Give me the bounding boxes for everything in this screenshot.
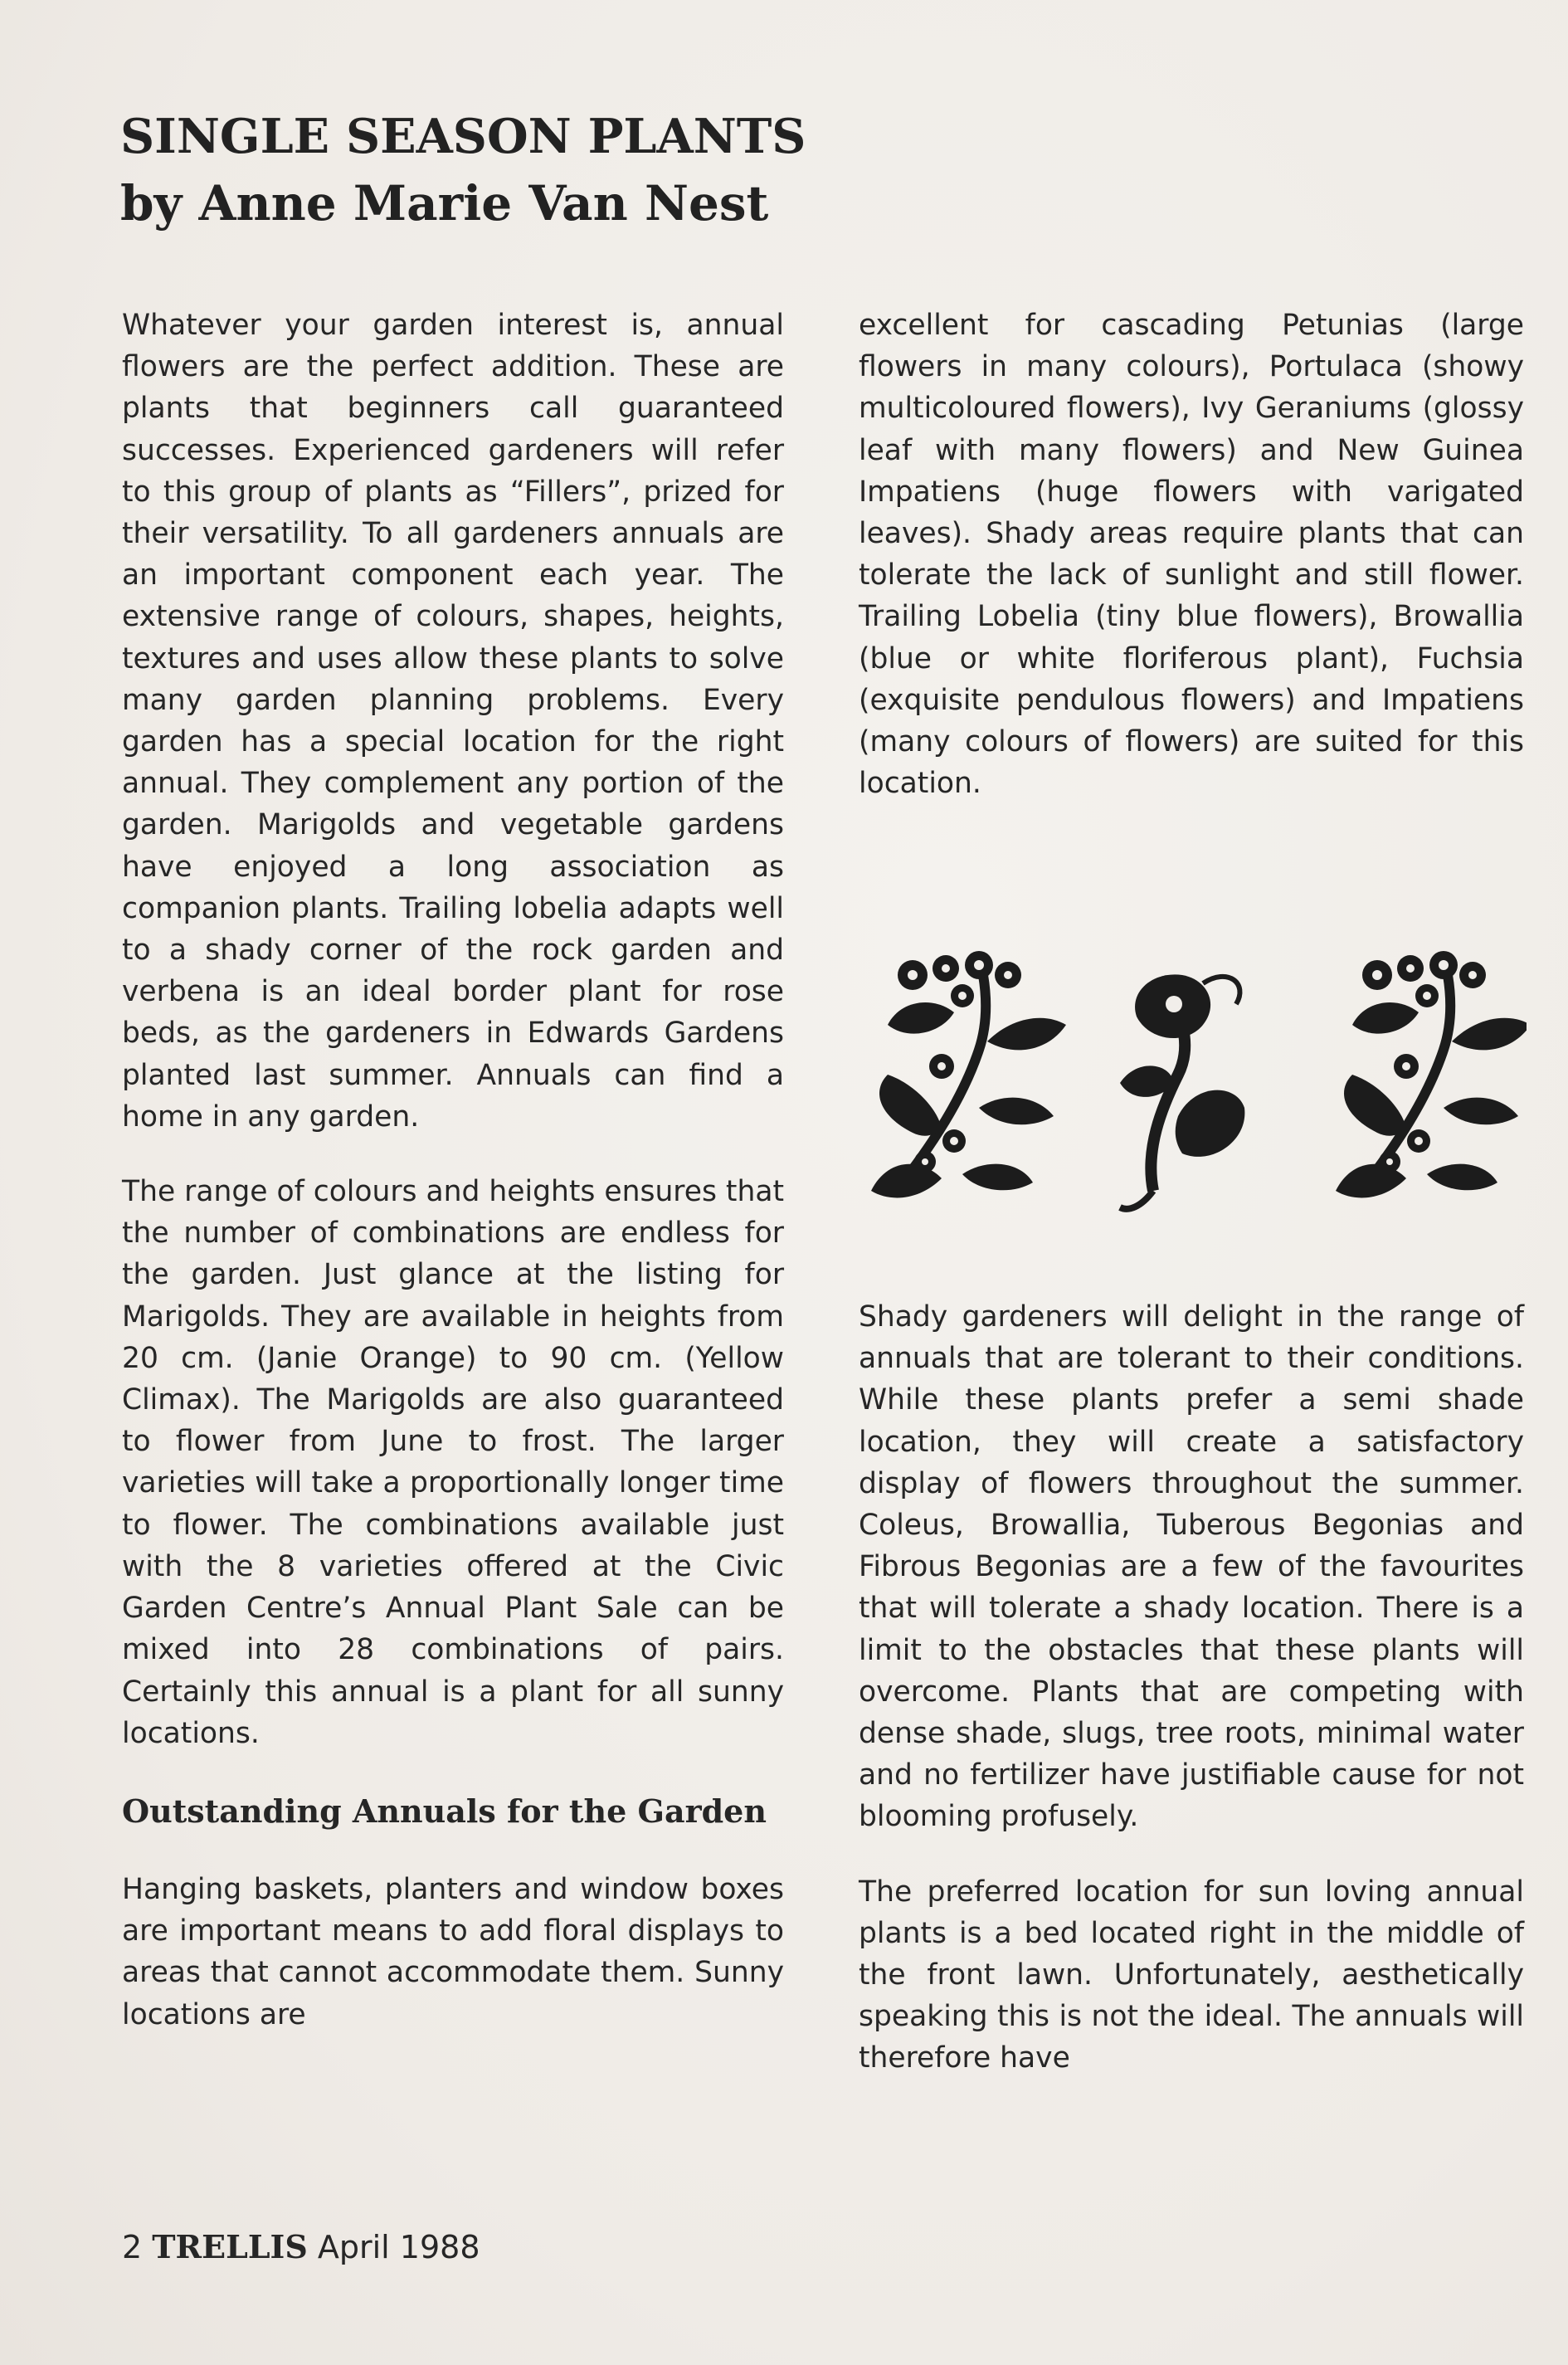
left-flower-spray-icon	[871, 951, 1066, 1197]
left-paragraph-2: The range of colours and heights ensures that the number of combinations are endless for the garden. Just glance at the listing for Marigolds. They are available in heights from 20 cm. (Janie Orange) to 90 cm. (Yellow Climax). The Marigolds are also guaranteed to flower from June to frost. The larger varieties will take a proportionally longer time to flower. The combinations available just with the 8 varieties offered at the Civic Garden Centre’s Annual Plant Sale can be mixed into 28 combinations of pairs. Certainly this annual is a plant for all sunny locations.	[122, 1175, 784, 1750]
page-footer	[122, 2228, 480, 2265]
right-paragraph-2: Shady gardeners will delight in the range of annuals that are tolerant to their conditions. While these plants prefer a semi shade location, they will create a satisfactory display of flowers throughout the summer. Coleus, Browallia, Tuberous Begonias and Fibrous Begonias are a few of the favourites that will tolerate a shady location. There is a limit to the obstacles that these plants will overcome. Plants that are competing with dense shade, slugs, tree roots, minimal water and no fertilizer have justifiable cause for not blooming profusely.	[859, 1300, 1524, 1834]
flower-illustration-group	[863, 942, 1527, 1216]
right-paragraph-1: excellent for cascading Petunias (large flowers in many colours), Portulaca (showy multicoloured flowers), Ivy Geraniums (glossy leaf with many flowers) and New Guinea Impatiens (huge flowers with varigated leaves). Shady areas require plants that can tolerate the lack of sunlight and still flower. Trailing Lobelia (tiny blue flowers), Browallia (blue or white floriferous plant), Fuchsia (exquisite pendulous flowers) and Impatiens (many colours of flowers) are suited for this location.	[859, 309, 1524, 801]
page-number: 2	[122, 2229, 143, 2265]
article-byline: by Anne Marie Van Nest	[120, 175, 769, 232]
article-header	[120, 104, 950, 236]
center-flower-icon	[1120, 974, 1244, 1208]
flower-illustrations	[863, 942, 1527, 1216]
right-paragraph-3: The preferred location for sun loving annual plants is a bed located right in the middle of the front lawn. Unfortunately, aesthetically speaking this is not the ideal. The annuals will therefore have	[859, 1875, 1524, 2075]
right-flower-spray-icon	[1336, 951, 1527, 1197]
right-column-upper	[859, 305, 1524, 804]
publication-name: TRELLIS	[152, 2228, 308, 2265]
section-subheading: Outstanding Annuals for the Garden	[122, 1792, 767, 1830]
left-column	[122, 305, 784, 2036]
article-title: SINGLE SEASON PLANTS	[120, 109, 806, 164]
left-paragraph-1: Whatever your garden interest is, annual flowers are the perfect addition. These are plants that beginners call guaranteed successes. Experienced gardeners will refer to this group of plants as “Fillers”, prized for their versatility. To all gardeners annuals are an important component each year. The extensive range of colours, shapes, heights, textures and uses allow these plants to solve many garden planning problems. Every garden has a special location for the right annual. They complement any portion of the garden. Marigolds and vegetable gardens have enjoyed a long association as companion plants. Trailing lobelia adapts well to a shady corner of the rock garden and verbena is an ideal border plant for rose beds, as the gardeners in Edwards Gardens planted last summer. Annuals can find a home in any garden.	[122, 309, 784, 1134]
right-column-lower	[859, 1296, 1524, 2080]
left-paragraph-3: Hanging baskets, planters and window boxes are important means to add floral displays to areas that cannot accommodate them. Sunny locations are	[122, 1872, 784, 2031]
issue-date: April 1988	[317, 2229, 480, 2265]
